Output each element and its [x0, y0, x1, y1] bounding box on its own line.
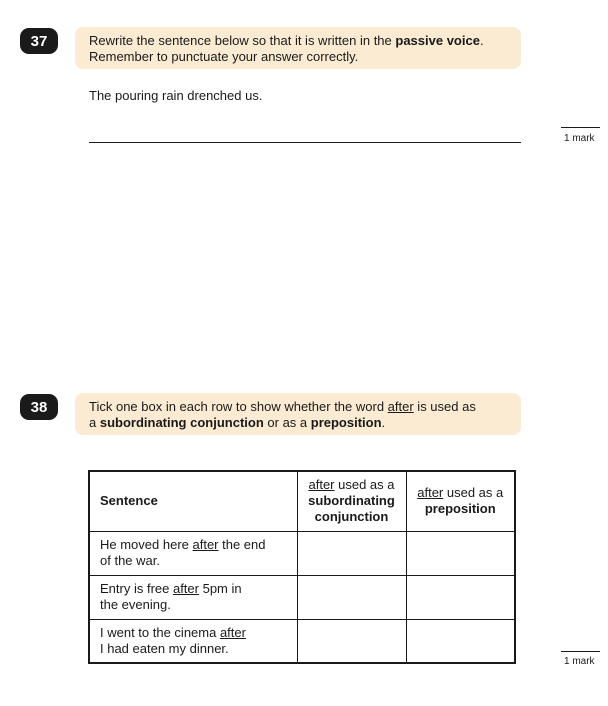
header-underlined: after [417, 485, 444, 501]
tick-box-preposition[interactable] [406, 531, 515, 575]
sentence-underlined: after [192, 537, 219, 552]
sentence-text: He moved here [100, 537, 193, 552]
prompt-text: a [89, 415, 100, 430]
table-header-row [89, 471, 515, 531]
table-row [89, 531, 515, 575]
tick-box-conjunction[interactable] [297, 575, 406, 619]
prompt-text: Tick one box in each row to show whether the word [89, 399, 388, 414]
prompt-bold: passive voice [395, 33, 480, 48]
sentence-text: the evening. [100, 597, 171, 612]
tick-table [88, 470, 516, 664]
header-text: used as a [334, 477, 395, 493]
prompt-text: . [479, 33, 484, 48]
header-preposition [406, 471, 515, 531]
row-sentence [89, 575, 297, 619]
tick-box-preposition[interactable] [406, 619, 515, 663]
sentence-underlined: after [219, 624, 246, 640]
sentence-text: I had eaten my dinner. [100, 640, 229, 656]
sentence-text: I went to the cinema [100, 624, 220, 640]
sentence-text: of the war. [100, 553, 160, 568]
header-sentence: Sentence [89, 471, 297, 531]
prompt-text: Rewrite the sentence below so that it is written in the [89, 33, 396, 48]
question-38-mark: 1 mark [564, 656, 595, 667]
table-row [89, 619, 515, 663]
tick-box-conjunction[interactable] [297, 619, 406, 663]
sentence-text: the end [218, 537, 266, 552]
mark-divider [561, 651, 600, 652]
tick-box-conjunction[interactable] [297, 531, 406, 575]
question-38-number: 38 [20, 394, 58, 420]
table-row [89, 575, 515, 619]
tick-box-preposition[interactable] [406, 575, 515, 619]
question-37-prompt [75, 27, 521, 69]
prompt-text: is used as [413, 399, 476, 414]
prompt-underlined: after [387, 399, 414, 414]
prompt-bold: preposition [310, 415, 382, 430]
row-sentence [89, 531, 297, 575]
prompt-bold: subordinating conjunction [99, 415, 264, 430]
header-bold: conjunction [314, 509, 389, 525]
header-bold: preposition [424, 501, 496, 517]
question-38-prompt [75, 393, 521, 435]
question-37-mark: 1 mark [564, 133, 595, 144]
mark-divider [561, 127, 600, 128]
header-conjunction [297, 471, 406, 531]
question-37-answer-line[interactable] [89, 142, 521, 143]
sentence-text: Entry is free [100, 581, 173, 596]
prompt-text: or as a [263, 415, 311, 430]
question-37-sentence: The pouring rain drenched us. [89, 88, 263, 103]
prompt-text: . [381, 415, 386, 430]
question-37-number: 37 [20, 28, 58, 54]
header-bold: subordinating [308, 493, 395, 509]
sentence-underlined: after [172, 581, 199, 596]
row-sentence [89, 619, 297, 663]
prompt-text: Remember to punctuate your answer correctly. [89, 49, 359, 64]
header-text: used as a [443, 485, 504, 501]
sentence-text: 5pm in [198, 581, 242, 596]
header-underlined: after [308, 477, 335, 493]
